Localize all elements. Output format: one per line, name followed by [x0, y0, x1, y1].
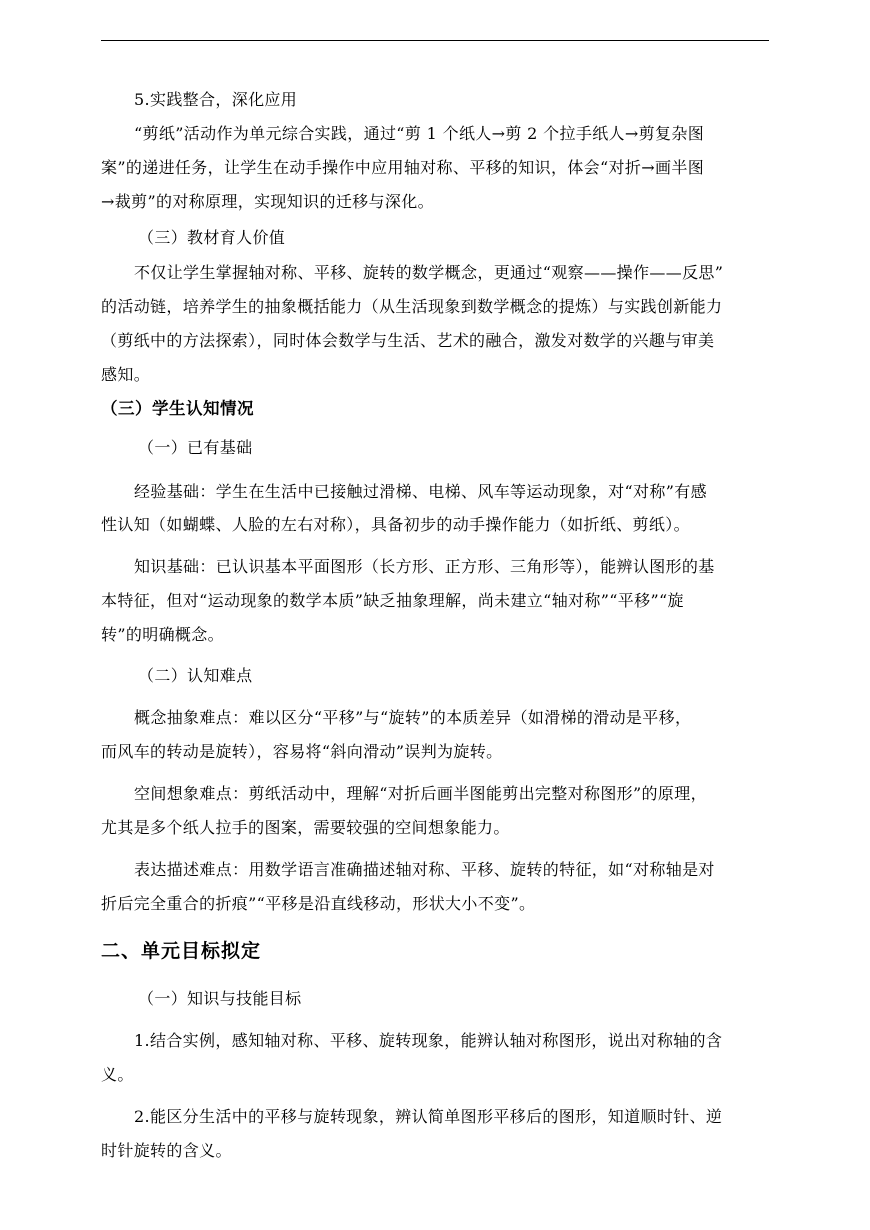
- list-item-line: 义。: [101, 1065, 134, 1084]
- paragraph-line: 折后完全重合的折痕”“平移是沿直线移动，形状大小不变”。: [101, 894, 536, 913]
- paragraph-line: 知识基础：已认识基本平面图形（长方形、正方形、三角形等），能辨认图形的基: [134, 557, 715, 576]
- paragraph-line: 案”的递进任务，让学生在动手操作中应用轴对称、平移的知识，体会“对折→画半图: [101, 158, 705, 177]
- paragraph-heading-practice: 5.实践整合，深化应用: [134, 90, 298, 109]
- paragraph-line: 而风车的转动是旋转），容易将“斜向滑动”误判为旋转。: [101, 742, 503, 761]
- chapter-heading-unit-goals: 二、单元目标拟定: [101, 940, 262, 962]
- list-item-line: 2.能区分生活中的平移与旋转现象，辨认简单图形平移后的图形，知道顺时针、逆: [134, 1107, 723, 1126]
- subheading-cognitive-difficulty: （二）认知难点: [138, 666, 253, 685]
- paragraph-line: 本特征，但对“运动现象的数学本质”缺乏抽象理解，尚未建立“轴对称”“平移”“旋: [101, 591, 684, 610]
- paragraph-line: 性认知（如蝴蝶、人脸的左右对称），具备初步的动手操作能力（如折纸、剪纸）。: [101, 515, 690, 534]
- paragraph-line: 表达描述难点：用数学语言准确描述轴对称、平移、旋转的特征，如“对称轴是对: [134, 860, 715, 879]
- paragraph-line: 转”的明确概念。: [101, 625, 224, 644]
- paragraph-line: 不仅让学生掌握轴对称、平移、旋转的数学概念，更通过“观察——操作——反思”: [134, 263, 724, 282]
- paragraph-line: （剪纸中的方法探索），同时体会数学与生活、艺术的融合，激发对数学的兴趣与审美: [101, 331, 715, 350]
- paragraph-line: 感知。: [101, 365, 151, 384]
- list-item-line: 时针旋转的含义。: [101, 1141, 232, 1160]
- paragraph-line: 的活动链，培养学生的抽象概括能力（从生活现象到数学概念的提炼）与实践创新能力: [101, 297, 723, 316]
- subheading-existing-basis: （一）已有基础: [138, 438, 253, 457]
- subheading-educational-value: （三）教材育人价值: [138, 228, 286, 247]
- paragraph-line: “剪纸”活动作为单元综合实践，通过“剪 1 个纸人→剪 2 个拉手纸人→剪复杂图: [134, 124, 705, 143]
- paragraph-line: 经验基础：学生在生活中已接触过滑梯、电梯、风车等运动现象，对“对称”有感: [134, 482, 707, 501]
- subheading-knowledge-skill-goals: （一）知识与技能目标: [138, 989, 302, 1008]
- paragraph-line: →裁剪”的对称原理，实现知识的迁移与深化。: [101, 192, 434, 211]
- paragraph-line: 尤其是多个纸人拉手的图案，需要较强的空间想象能力。: [101, 818, 510, 837]
- header-rule: [101, 40, 769, 41]
- list-item-line: 1.结合实例，感知轴对称、平移、旋转现象，能辨认轴对称图形，说出对称轴的含: [134, 1031, 723, 1050]
- section-heading-student-cognition: （三）学生认知情况: [101, 399, 254, 418]
- paragraph-line: 概念抽象难点：难以区分“平移”与“旋转”的本质差异（如滑梯的滑动是平移，: [134, 708, 692, 727]
- paragraph-line: 空间想象难点：剪纸活动中，理解“对折后画半图能剪出完整对称图形”的原理，: [134, 784, 707, 803]
